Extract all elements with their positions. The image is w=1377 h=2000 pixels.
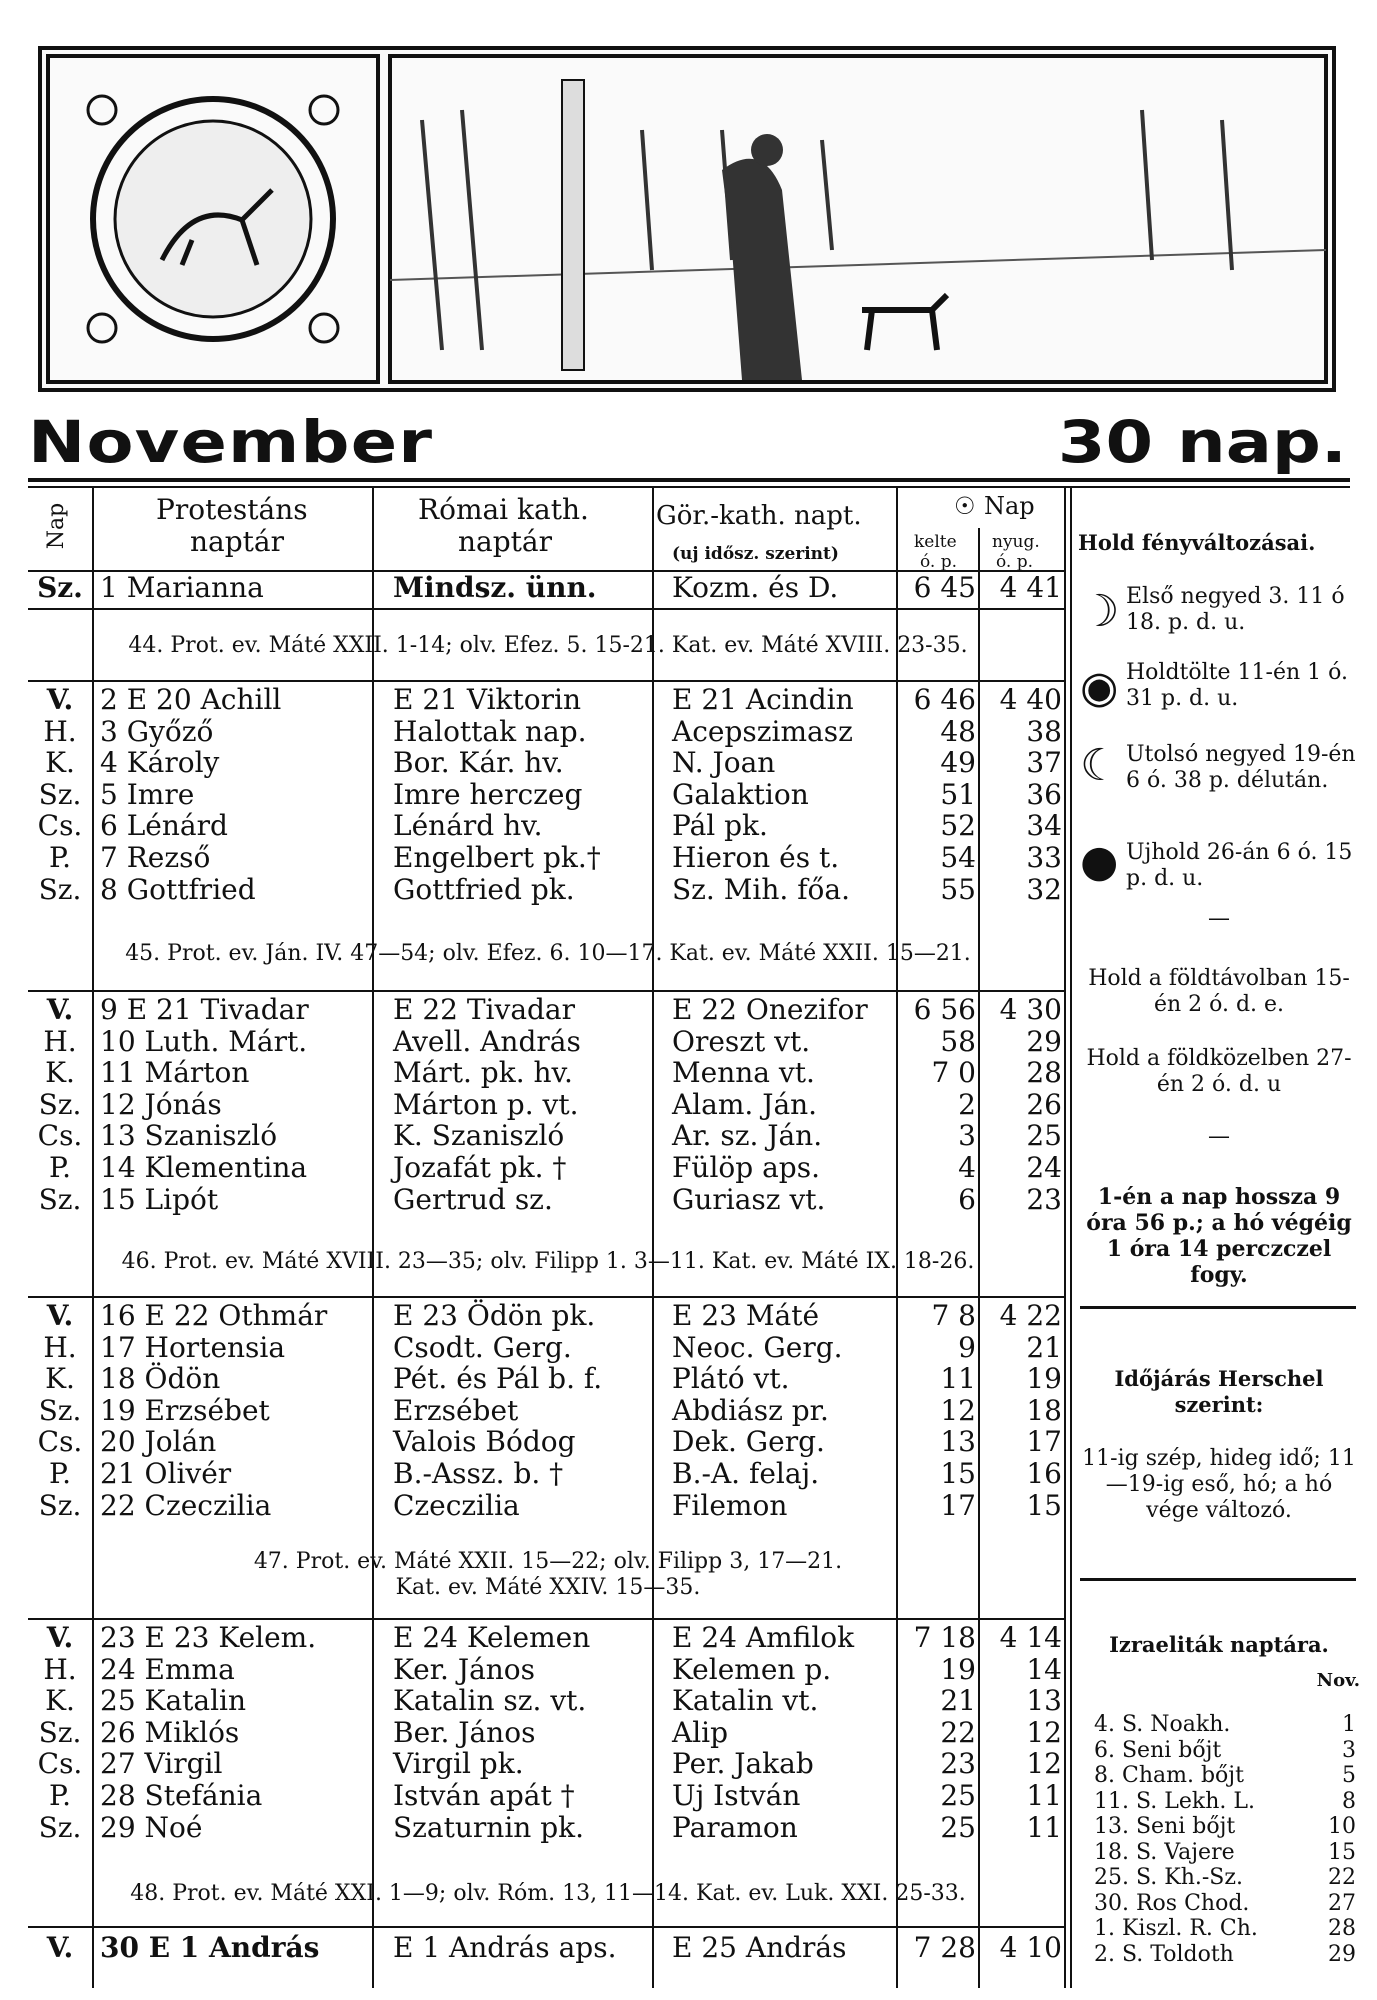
cell-prot: 18 Ödön [100,1362,221,1396]
cell-prot: 6 Lénárd [100,809,228,843]
cell-day: K. [45,746,75,780]
cell-rise: 51 [940,777,976,811]
cell-set: 28 [1026,1056,1062,1090]
israel-label: 2. S. Toldoth [1094,1941,1234,1967]
cell-rom: E 24 Kelemen [393,1621,591,1654]
cell-rise: 17 [940,1488,976,1522]
cell-rom: B.-Assz. b. † [393,1457,564,1490]
cell-gor: N. Joan [672,746,776,780]
cell-prot: 11 Márton [100,1056,250,1090]
israel-num: 29 [1328,1941,1356,1967]
cell-rom: Czeczilia [393,1488,520,1522]
reading-45: 45. Prot. ev. Ján. IV. 47—54; olv. Efez. 6. 10—17. Kat. ev. Máté XXII. 15—21. [125,941,971,966]
cell-prot: 28 Stefánia [100,1779,263,1812]
cell-prot: 10 Luth. Márt. [100,1024,308,1058]
moon-phase: Első negyed 3. 11 ó 18. p. d. u. [1126,584,1345,635]
israel-label: 1. Kiszl. R. Ch. [1094,1916,1258,1941]
cell-rom: K. Szaniszló [393,1119,565,1153]
cell-rom: Lénárd hv. [393,809,543,843]
cell-day: Cs. [37,1425,83,1459]
cell-day: P. [48,841,72,874]
israel-num: 5 [1342,1763,1356,1788]
cell-day: Sz. [38,1715,82,1749]
israel-num: 1 [1342,1712,1356,1737]
cell-prot: 15 Lipót [100,1182,219,1216]
cell-set: 32 [1026,872,1062,906]
cell-set: 16 [1026,1457,1062,1490]
col-nap: Nap [44,502,70,550]
cell-gor: Paramon [672,1810,798,1844]
col-sun: Nap [984,492,1035,520]
cell-prot: 14 Klementina [100,1151,308,1184]
cell-prot: 25 Katalin [100,1684,247,1718]
cell-set: 25 [1026,1119,1062,1153]
cell-prot: 4 Károly [100,746,220,780]
cell-gor: Plátó vt. [672,1362,790,1396]
cell-rom: Valois Bódog [393,1425,576,1459]
cell-day: Cs. [37,809,83,843]
moon-title: Hold fényváltozásai. [1078,530,1316,555]
cell-prot: 29 Noé [100,1810,203,1844]
title-rule [28,478,1350,482]
sun-icon: ☉ [954,492,976,520]
header-illustration [38,46,1336,392]
cell-set: 37 [1026,746,1062,780]
cell-rise: 49 [940,746,976,780]
cell-day: H. [43,1330,77,1364]
cell-day: K. [45,1684,75,1718]
cell-rise: 3 [958,1119,976,1153]
cell-day: H. [43,1652,77,1686]
cell-prot: 24 Emma [100,1652,235,1686]
cell-set: 4 30 [999,993,1062,1026]
cell-prot: 21 Olivér [100,1457,232,1490]
cell-gor: Acepszimasz [672,714,853,748]
cell-gor: Ar. sz. Ján. [672,1119,823,1153]
cell-prot: 27 Virgil [100,1747,223,1781]
cell-set: 34 [1026,809,1062,843]
cell-gor: E 24 Amfilok [672,1621,855,1654]
cell-rise: 2 [958,1087,976,1121]
cell-day: V. [46,1621,74,1654]
cell-rise: 25 [940,1779,976,1812]
cell-day: H. [43,1024,77,1058]
cell-rise: 15 [940,1457,976,1490]
cell-day: H. [43,714,77,748]
cell-prot: 9 E 21 Tivadar [100,993,309,1026]
cell-gor: Kelemen p. [672,1652,832,1686]
cell-rise: 48 [940,714,976,748]
israel-num: 28 [1328,1916,1356,1941]
cell-prot: 20 Jolán [100,1425,217,1459]
cell-day: K. [45,1362,75,1396]
cell-set: 33 [1026,841,1062,874]
cell-set: 4 22 [999,1299,1062,1332]
cell-prot: 26 Miklós [100,1715,240,1749]
cell-day: Cs. [37,1747,83,1781]
cell-rom: Pét. és Pál b. f. [393,1362,603,1396]
col-greek: Gör.-kath. napt. [656,501,862,531]
cell-set: 11 [1026,1810,1062,1844]
weather-title: Időjárás Herschel szerint: [1114,1366,1324,1417]
cell-day: V. [46,683,74,716]
israel-num: 27 [1328,1890,1356,1916]
israel-label: 11. S. Lekh. L. [1094,1788,1255,1814]
cell-set: 36 [1026,777,1062,811]
cell-gor: Oreszt vt. [672,1024,811,1058]
cell-gor: Galaktion [672,777,809,811]
cell-day: P. [48,1779,72,1812]
new-moon-icon: ● [1080,836,1119,887]
month-title: November [28,408,434,476]
cell-rom: Márton p. vt. [393,1087,579,1121]
days-count: 30 nap. [1058,408,1347,476]
cell-rise: 21 [940,1684,976,1718]
reading-48: 48. Prot. ev. Máté XXI. 1—9; olv. Róm. 13, 11—14. Kat. ev. Luk. XXI. 25-33. [130,1881,966,1906]
cell-rom: Gottfried pk. [393,872,575,906]
cell-rise: 4 [958,1151,976,1184]
cell-prot: 5 Imre [100,777,195,811]
cell-prot: 12 Jónás [100,1087,222,1121]
cell-gor: Sz. Mih. főa. [672,872,851,906]
cell-rom: István apát † [393,1779,575,1812]
cell-day: P. [48,1457,72,1490]
reading-47: 47. Prot. ev. Máté XXII. 15—22; olv. Filipp 3, 17—21. [253,1549,843,1574]
cell-prot: 19 Erzsébet [100,1393,270,1427]
cell-rom: Csodt. Gerg. [393,1330,572,1364]
cell-prot: 23 E 23 Kelem. [100,1621,317,1654]
cell-prot: 16 E 22 Othmár [100,1299,328,1332]
cell-gor: Alam. Ján. [672,1087,818,1121]
cell-day: Sz. [38,872,82,906]
cell-rom: Erzsébet [393,1393,519,1427]
cell-set: 14 [1026,1652,1062,1686]
cell-day: Sz. [38,1393,82,1427]
cell-rise: 54 [940,841,976,874]
israel-label: 18. S. Vajere [1094,1839,1235,1865]
cell-gor: Pál pk. [672,809,768,843]
cell-day: P. [48,1151,72,1184]
moon-phase: Utolsó negyed 19-én 6 ó. 38 p. délután. [1126,742,1356,793]
israel-label: 6. Seni bőjt [1094,1737,1222,1763]
moon-perigee: Hold a földközelben 27-én 2 ó. d. u [1086,1046,1352,1097]
cell-gor: Uj István [672,1779,801,1812]
cell-prot: 7 Rezső [100,841,211,874]
day-length: 1-én a nap hossza 9 óra 56 p.; a hó végéig 1 óra 14 perczczel fogy. [1086,1184,1352,1288]
cell-rise: 11 [940,1362,976,1396]
cell-rom: Jozafát pk. † [393,1151,567,1184]
cell-rise: 58 [940,1024,976,1058]
cell-rom: Ker. János [393,1652,536,1686]
cell-prot: 2 E 20 Achill [100,683,282,716]
cell-rom: Ber. János [393,1715,536,1749]
israel-title: Izraeliták naptára. [1109,1632,1329,1657]
dog-icon [862,295,947,350]
israel-label: 25. S. Kh.-Sz. [1094,1865,1243,1890]
cell-rom: Avell. András [393,1024,581,1058]
cell-rom: Engelbert pk.† [393,841,601,874]
cell-set: 13 [1026,1684,1062,1718]
cell-set: 21 [1026,1330,1062,1364]
cell-set: 12 [1026,1747,1062,1781]
cell-rise: 7 0 [931,1056,976,1090]
cell-set: 24 [1026,1151,1062,1184]
cell-day: Cs. [37,1119,83,1153]
cell-rise: 6 [958,1182,976,1216]
cell-gor: Alip [672,1715,729,1749]
israel-num: 3 [1342,1737,1356,1763]
cell-set: 18 [1026,1393,1062,1427]
cell-gor: Hieron és t. [672,841,840,874]
first-quarter-icon: ☽ [1080,586,1120,637]
cell-rise: 23 [940,1747,976,1781]
reading-44: 44. Prot. ev. Máté XXII. 1-14; olv. Efez. 5. 15-21. Kat. ev. Máté XVIII. 23-35. [128,633,968,658]
cell-prot: 8 Gottfried [100,872,256,906]
cell-rom: E 21 Viktorin [393,683,582,716]
weather-text: 11-ig szép, hideg idő; 11—19-ig eső, hó; a hó vége változó. [1082,1446,1356,1523]
last-quarter-icon: ☾ [1080,740,1120,791]
cell-rise: 6 56 [913,993,976,1026]
cell-set: 29 [1026,1024,1062,1058]
cell-day: K. [45,1056,75,1090]
cell-rise: 12 [940,1393,976,1427]
col-roman: Római kath. [418,493,589,526]
cell-gor: E 23 Máté [672,1299,820,1332]
cell-day: Sz. [38,1182,82,1216]
cell-rise: 25 [940,1810,976,1844]
moon-phase: Ujhold 26-án 6 ó. 15 p. d. u. [1126,840,1353,891]
israel-label: 8. Cham. bőjt [1094,1763,1244,1788]
cell-rise: 9 [958,1330,976,1364]
cell-set: 11 [1026,1779,1062,1812]
cell-set: 23 [1026,1182,1062,1216]
cell-set: 12 [1026,1715,1062,1749]
israel-num: 8 [1342,1788,1356,1814]
moon-phase: Holdtölte 11-én 1 ó. 31 p. d. u. [1126,660,1348,711]
cell-rise: 13 [940,1425,976,1459]
cell-gor: Per. Jakab [672,1747,814,1781]
col-protestant: Protestáns [156,493,308,526]
full-moon-icon: ◉ [1080,662,1119,713]
hunter-icon [722,159,802,380]
cell-gor: Filemon [672,1488,788,1522]
col-rise: kelte [914,532,957,552]
cell-rom: Katalin sz. vt. [393,1684,587,1718]
cell-rise: 19 [940,1652,976,1686]
landscape-frame [390,56,1326,382]
israel-num: 22 [1328,1865,1356,1890]
cell-rom: Gertrud sz. [393,1182,553,1216]
cell-day: V. [46,1299,74,1332]
cell-prot: 17 Hortensia [100,1330,286,1364]
cell-gor: E 21 Acindin [672,683,854,716]
cell-rom: Halottak nap. [393,714,587,748]
cell-rise: 7 8 [931,1299,976,1332]
cell-gor: B.-A. felaj. [672,1457,820,1490]
cell-day: Sz. [38,1810,82,1844]
cell-rise: 6 46 [913,683,976,716]
cell-rom: Bor. Kár. hv. [393,746,564,780]
cell-rise: 55 [940,872,976,906]
col-set: nyug. [992,532,1040,552]
cell-gor: E 22 Onezifor [672,993,868,1026]
cell-rise: 7 18 [913,1621,976,1654]
cell-set: 26 [1026,1087,1062,1121]
cell-gor: Guriasz vt. [672,1182,826,1216]
cell-set: 15 [1026,1488,1062,1522]
cell-rise: 22 [940,1715,976,1749]
israel-num: 10 [1328,1814,1356,1839]
israel-label: 13. Seni bőjt [1094,1814,1236,1839]
cell-gor: Neoc. Gerg. [672,1330,843,1364]
israel-num: 15 [1328,1839,1356,1865]
cell-rom: Márt. pk. hv. [393,1056,573,1090]
cell-set: 38 [1026,714,1062,748]
cell-set: 4 40 [999,683,1062,716]
cell-rise: 52 [940,809,976,843]
cell-day: V. [46,993,74,1026]
reading-47b: Kat. ev. Máté XXIV. 15—35. [395,1575,701,1600]
cell-prot: 3 Győző [100,714,214,748]
moon-apogee: Hold a földtávolban 15-én 2 ó. d. e. [1088,966,1350,1017]
cell-gor: Abdiász pr. [672,1393,829,1427]
cell-set: 4 14 [999,1621,1062,1654]
cell-set: 17 [1026,1425,1062,1459]
cell-gor: Fülöp aps. [672,1151,820,1184]
israel-label: 30. Ros Chod. [1094,1890,1250,1916]
cell-rom: Szaturnin pk. [393,1810,585,1844]
cell-rom: Imre herczeg [393,777,583,811]
cell-rom: Virgil pk. [393,1747,524,1781]
cell-day: Sz. [38,777,82,811]
illustration-svg [42,50,1332,388]
reading-46: 46. Prot. ev. Máté XVIII. 23—35; olv. Filipp 1. 3—11. Kat. ev. Máté IX. 18-26. [121,1249,975,1274]
cell-gor: Menna vt. [672,1056,815,1090]
cell-prot: 22 Czeczilia [100,1488,272,1522]
sagittarius-icon [115,121,311,317]
cell-gor: Katalin vt. [672,1684,819,1718]
cell-day: Sz. [38,1087,82,1121]
cell-set: 19 [1026,1362,1062,1396]
cell-day: Sz. [38,1488,82,1522]
israel-label: 4. S. Noakh. [1094,1712,1231,1737]
cell-prot: 13 Szaniszló [100,1119,278,1153]
cell-rom: E 22 Tivadar [393,993,576,1026]
cell-rom: E 23 Ödön pk. [393,1299,596,1332]
cell-gor: Dek. Gerg. [672,1425,825,1459]
birch-tree-icon [562,80,584,370]
